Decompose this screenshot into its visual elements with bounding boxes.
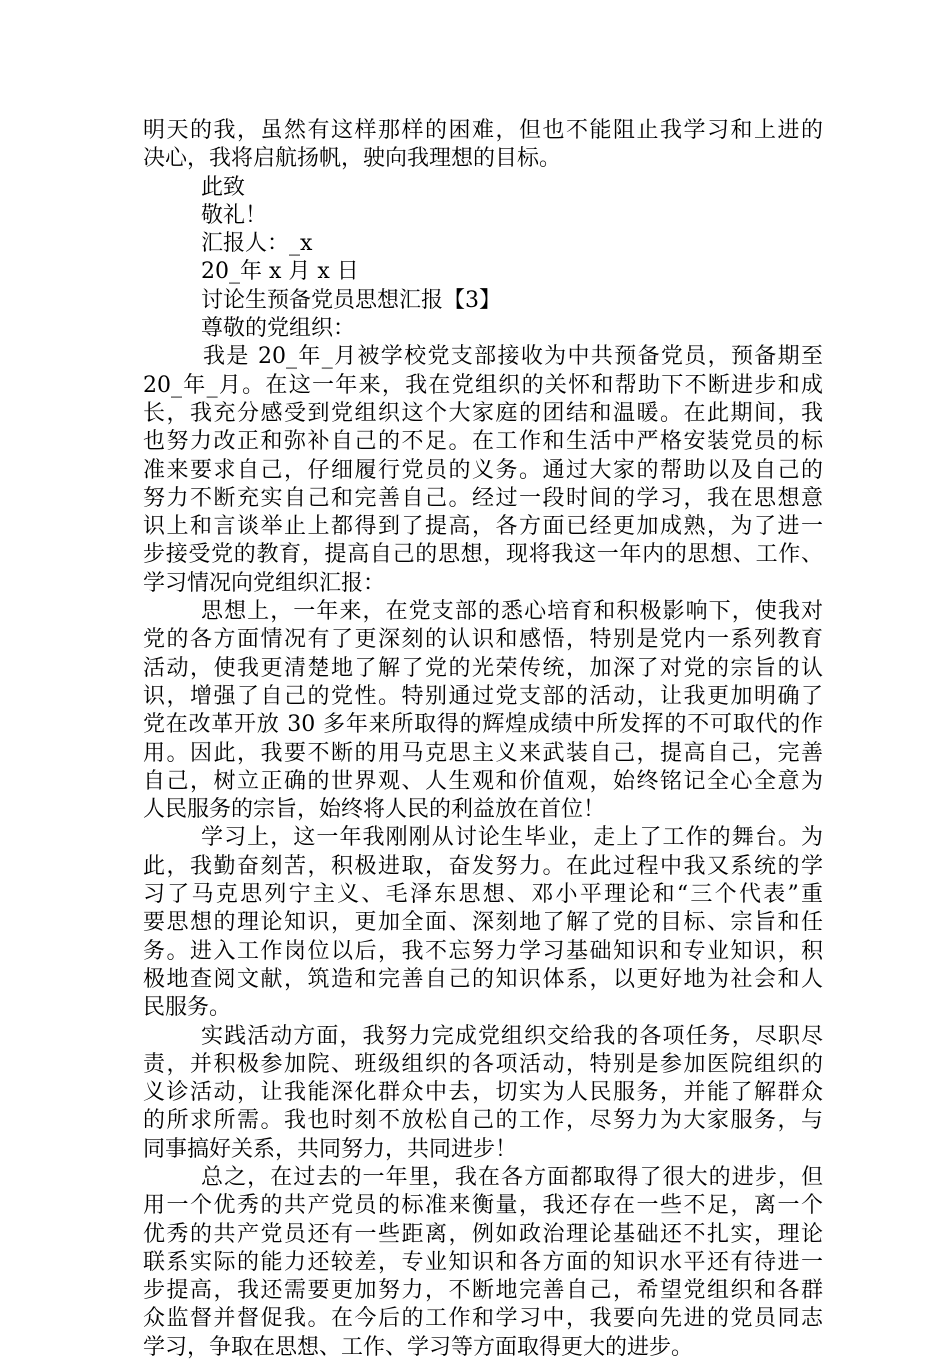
text-line: 步接受党的教育，提高自己的思想，现将我这一年内的思想、工作、 (143, 542, 823, 568)
text-line: 努力不断充实自己和完善自己。经过一段时间的学习，我在思想意 (143, 485, 823, 511)
text-line: 同事搞好关系，共同努力，共同进步！ (143, 1136, 518, 1162)
text-line: 学习，争取在思想、工作、学习等方面取得更大的进步。 (143, 1334, 694, 1360)
text-line: 学习上，这一年我刚刚从讨论生毕业，走上了工作的舞台。为 (201, 825, 823, 851)
text-line: 人民服务的宗旨，始终将人民的利益放在首位！ (143, 797, 606, 823)
text-line: 学习情况向党组织汇报： (143, 570, 386, 596)
text-line: 用一个优秀的共产党员的标准来衡量，我还存在一些不足，离一个 (143, 1193, 823, 1219)
text-line: 活动，使我更清楚地了解了党的光荣传统，加深了对党的宗旨的认 (143, 655, 823, 681)
text-line: 讨论生预备党员思想汇报【3】 (201, 287, 501, 313)
text-line: 务。进入工作岗位以后，我不忘努力学习基础知识和专业知识，积 (143, 938, 823, 964)
text-line: 决心，我将启航扬帆，驶向我理想的目标。 (143, 146, 562, 172)
text-line: 此，我勤奋刻苦，积极进取，奋发努力。在此过程中我又系统的学 (143, 853, 823, 879)
text-line: 步提高，我还需要更加努力，不断地完善自己，希望党组织和各群 (143, 1278, 823, 1304)
text-line: 也努力改正和弥补自己的不足。在工作和生活中严格安装党员的标 (143, 429, 823, 455)
text-line: 20_年 x 月 x 日 (201, 259, 359, 285)
text-line: 党在改革开放 30 多年来所取得的辉煌成绩中所发挥的不可取代的作 (143, 712, 823, 738)
text-line: 尊敬的党组织： (201, 316, 356, 342)
text-line: 习了马克思列宁主义、毛泽东思想、邓小平理论和“三个代表”重 (143, 882, 823, 908)
text-line: 责，并积极参加院、班级组织的各项活动，特别是参加医院组织的 (143, 1051, 823, 1077)
text-line: 识上和言谈举止上都得到了提高，各方面已经更加成熟，为了进一 (143, 514, 823, 540)
text-line: 实践活动方面，我努力完成党组织交给我的各项任务，尽职尽 (201, 1023, 823, 1049)
text-line: 敬礼！ (201, 202, 268, 228)
document-body (143, 117, 823, 1362)
text-line: 义诊活动，让我能深化群众中去，切实为人民服务，并能了解群众 (143, 1080, 823, 1106)
text-line: 总之，在过去的一年里，我在各方面都取得了很大的进步，但 (201, 1164, 823, 1190)
text-line: 党的各方面情况有了更深刻的认识和感悟，特别是党内一系列教育 (143, 627, 823, 653)
text-line: 的所求所需。我也时刻不放松自己的工作，尽努力为大家服务，与 (143, 1108, 823, 1134)
text-line: 联系实际的能力还较差，专业知识和各方面的知识水平还有待进一 (143, 1249, 823, 1275)
document-page (143, 117, 823, 1362)
text-line: 优秀的共产党员还有一些距离，例如政治理论基础还不扎实，理论 (143, 1221, 823, 1247)
text-line: 长，我充分感受到党组织这个大家庭的团结和温暖。在此期间，我 (143, 400, 823, 426)
text-line: 准来要求自己，仔细履行党员的义务。通过大家的帮助以及自己的 (143, 457, 823, 483)
text-line: 20_年_月。在这一年来，我在党组织的关怀和帮助下不断进步和成 (143, 372, 823, 398)
text-line: 民服务。 (143, 995, 232, 1021)
text-line: 用。因此，我要不断的用马克思主义来武装自己，提高自己，完善 (143, 740, 823, 766)
text-line: 众监督并督促我。在今后的工作和学习中，我要向先进的党员同志 (143, 1306, 823, 1332)
text-line: 识，增强了自己的党性。特别通过党支部的活动，让我更加明确了 (143, 683, 823, 709)
text-line: 自己，树立正确的世界观、人生观和价值观，始终铭记全心全意为 (143, 768, 823, 794)
text-line: 我是 20_年_月被学校党支部接收为中共预备党员，预备期至 (203, 344, 823, 370)
text-line: 此致 (201, 174, 246, 200)
text-line: 极地查阅文献，筑造和完善自己的知识体系，以更好地为社会和人 (143, 966, 823, 992)
text-line: 汇报人：_x (201, 231, 313, 257)
text-line: 明天的我，虽然有这样那样的困难，但也不能阻止我学习和上进的 (143, 118, 823, 143)
text-line: 思想上，一年来，在党支部的悉心培育和积极影响下，使我对 (201, 599, 823, 625)
text-line: 要思想的理论知识，更加全面、深刻地了解了党的目标、宗旨和任 (143, 910, 823, 936)
